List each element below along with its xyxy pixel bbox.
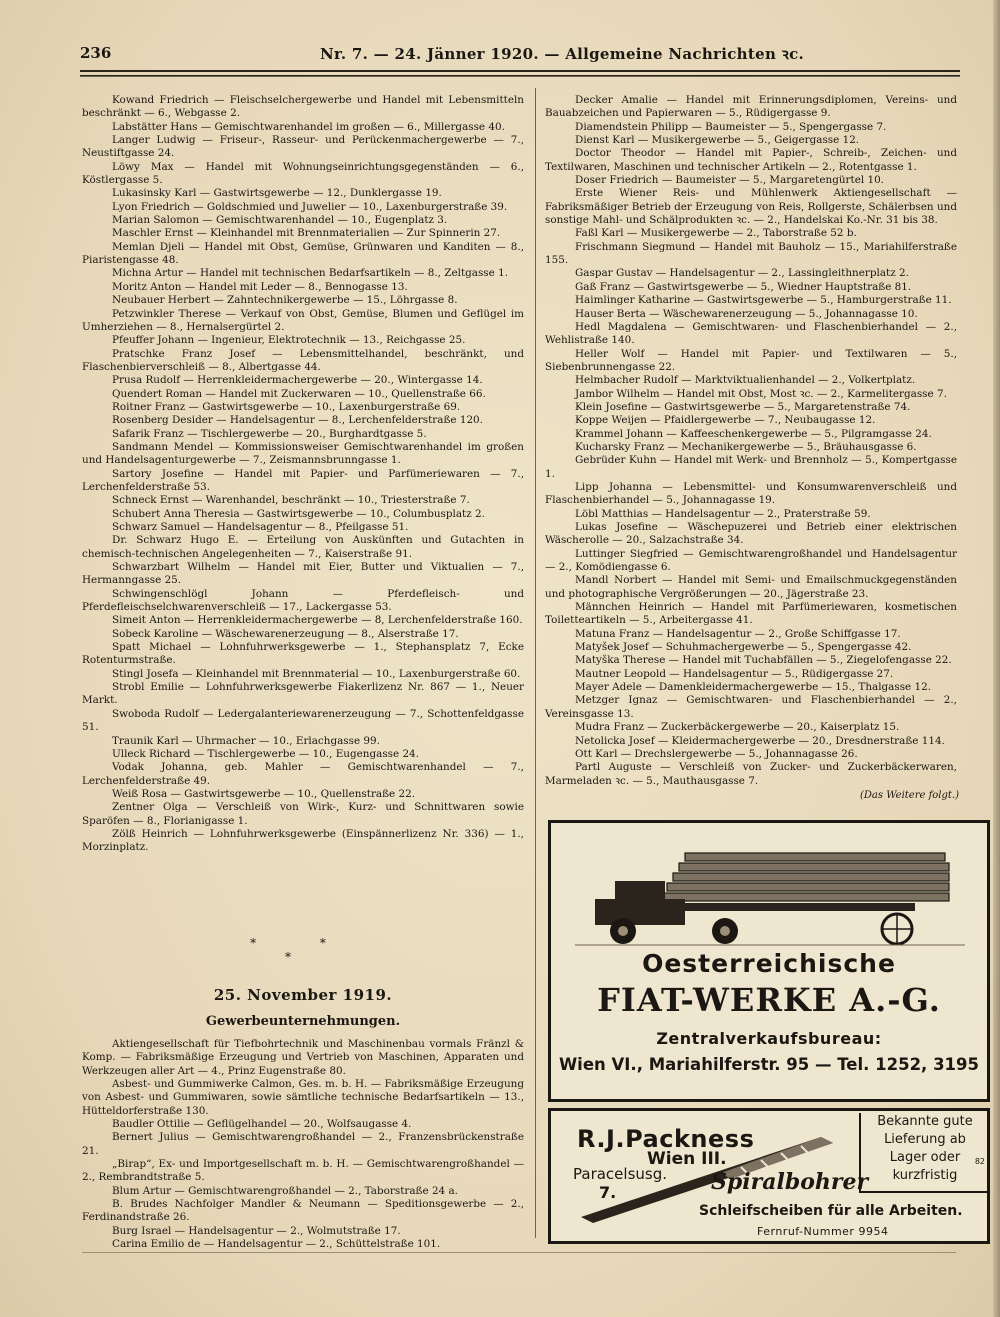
register-entry: Hedl Magdalena — Gemischtwaren- und Flaschenbierhandel — 2., Wehlistraße 140. <box>545 320 957 347</box>
register-entry: „Birap“, Ex- und Importgesellschaft m. b. H. — Gemischtwarengroßhandel — 2., Rembrandtstraße 5. <box>82 1158 524 1184</box>
column-divider <box>535 88 536 1238</box>
register-entry: Partl Auguste — Verschleiß von Zucker- und Zuckerbäckerwaren, Marmeladen ꝛc. — 5., Mauthausgasse 7. <box>545 761 957 787</box>
register-entry: Diamendstein Philipp — Baumeister — 5., Spengergasse 7. <box>575 120 887 133</box>
packness-info-box <box>859 1113 989 1193</box>
register-entry: Marian Salomon — Gemischtwarenhandel — 10., Eugenplatz 3. <box>112 214 448 227</box>
left-column <box>82 94 524 855</box>
register-entry: Strobl Emilie — Lohnfuhrwerksgewerbe Fiakerlizenz Nr. 867 — 1., Neuer Markt. <box>82 681 524 707</box>
register-entry: Baudler Ottilie — Geflügelhandel — 20., Wolfsaugasse 4. <box>112 1118 412 1131</box>
register-entry: Gaspar Gustav — Handelsagentur — 2., Lassingleithnerplatz 2. <box>575 267 909 280</box>
register-entry: Ulleck Richard — Tischlergewerbe — 10., Eugengasse 24. <box>112 747 419 760</box>
register-entry: Matyšek Josef — Schuhmachergewerbe — 5., Spengergasse 42. <box>575 641 912 654</box>
register-entry: Safarik Franz — Tischlergewerbe — 20., Burghardtgasse 5. <box>112 427 427 440</box>
packness-product: Spiralbohrer <box>711 1169 869 1195</box>
register-entry: Roitner Franz — Gastwirtsgewerbe — 10., Laxenburgerstraße 69. <box>112 400 461 413</box>
register-entry: Ott Karl — Drechslergewerbe — 5., Johannagasse 26. <box>575 747 858 760</box>
register-entry: Zentner Olga — Verschleiß von Wirk-, Kurz- und Schnittwaren sowie Sparöfen — 8., Florianigasse 1. <box>82 801 524 827</box>
section-heading: Gewerbeunternehmungen. <box>205 1014 401 1029</box>
register-entry: Haimlinger Katharine — Gastwirtsgewerbe — 5., Hamburgerstraße 11. <box>575 294 952 307</box>
register-entry: Matyška Therese — Handel mit Tuchabfällen — 5., Ziegelofengasse 22. <box>575 654 952 667</box>
bottom-rule <box>82 1252 956 1253</box>
register-entry: Blum Artur — Gemischtwarengroßhandel — 2., Taborstraße 24 a. <box>112 1184 458 1197</box>
register-entry: Mudra Franz — Zuckerbäckergewerbe — 20., Kaiserplatz 15. <box>575 721 900 734</box>
register-entry: Decker Amalie — Handel mit Erinnerungsdiplomen, Vereins- und Bauabzeichen und Papierwaren — 5., Rüdigergasse 9. <box>545 94 957 120</box>
page-title: Nr. 7. — 24. Jänner 1920. — Allgemeine Nachrichten ꝛc. <box>320 45 805 63</box>
register-entry: Sartory Josefine — Handel mit Papier- und Parfümeriewaren — 7., Lerchenfelderstraße 53. <box>82 467 524 493</box>
register-entry: Frischmann Siegmund — Handel mit Bauholz — 15., Mariahilferstraße 155. <box>545 240 957 267</box>
register-entry: Langer Ludwig — Friseur-, Rasseur- und Perückenmachergewerbe — 7., Neustiftgasse 24. <box>82 134 524 160</box>
register-entry: Löbl Matthias — Handelsagentur — 2., Praterstraße 59. <box>575 507 871 520</box>
register-entry: Vodak Johanna, geb. Mahler — Gemischtwarenhandel — 7., Lerchenfelderstraße 49. <box>82 761 524 787</box>
register-entry: Männchen Heinrich — Handel mit Parfümeriewaren, kosmetischen Toiletteartikeln — 5., Arbeitergasse 41. <box>545 601 957 627</box>
register-entry: Gaß Franz — Gastwirtsgewerbe — 5., Wiedner Hauptstraße 81. <box>575 280 912 293</box>
packness-name: R.J.Packness <box>577 1125 755 1153</box>
register-entry: Michna Artur — Handel mit technischen Bedarfsartikeln — 8., Zeltgasse 1. <box>112 267 508 280</box>
packness-tagline: Schleifscheiben für alle Arbeiten. <box>699 1203 963 1219</box>
register-entry: Metzger Ignaz — Gemischtwaren- und Flaschenbierhandel — 2., Vereinsgasse 13. <box>545 694 957 720</box>
register-entry: Lyon Friedrich — Goldschmied und Juwelier — 10., Laxenburgerstraße 39. <box>112 200 508 213</box>
register-entry: Sandmann Mendel — Kommissionsweiser Gemischtwarenhandel im großen und Handelsagenturgewerbe — 7., Zeismannsbrunngasse 1. <box>82 440 524 467</box>
register-entry: Weiß Rosa — Gastwirtsgewerbe — 10., Quellenstraße 22. <box>112 787 416 800</box>
register-entry: Bernert Julius — Gemischtwarengroßhandel — 2., Franzensbrückenstraße 21. <box>82 1131 524 1157</box>
register-entry: Pfeuffer Johann — Ingenieur, Elektrotechnik — 13., Reichgasse 25. <box>112 334 466 347</box>
register-entry: Maschler Ernst — Kleinhandel mit Brennmaterialien — Zur Spinnerin 27. <box>112 227 501 240</box>
register-entry: Faßl Karl — Musikergewerbe — 2., Taborstraße 52 b. <box>575 227 857 240</box>
register-entry: Schubert Anna Theresia — Gastwirtsgewerbe — 10., Columbusplatz 2. <box>112 507 485 520</box>
register-entry: Lipp Johanna — Lebensmittel- und Konsumwarenverschleiß und Flaschenbierhandel — 5., Johannagasse 19. <box>545 480 957 507</box>
register-entry: Labstätter Hans — Gemischtwarenhandel im großen — 6., Millergasse 40. <box>112 120 505 133</box>
register-entry: Löwy Max — Handel mit Wohnungseinrichtungsgegenständen — 6., Köstlergasse 5. <box>82 160 524 187</box>
packness-advertisement <box>548 1108 990 1244</box>
register-entry: Gebrüder Kuhn — Handel mit Werk- und Brennholz — 5., Kompertgasse 1. <box>545 454 957 480</box>
section-stars: * * * <box>250 936 356 964</box>
info-box-code: 82 <box>974 1157 985 1166</box>
fiat-brand: FIAT-WERKE A.-G. <box>597 981 941 1019</box>
register-entry: Asbest- und Gummiwerke Calmon, Ges. m. b. H. — Fabriksmäßige Erzeugung von Asbest- und Gummiwaren, sowie sämtliche technische Bedarfsartikeln — 13., Hütteldorferstraße 130. <box>82 1078 524 1117</box>
register-entry: Schneck Ernst — Warenhandel, beschränkt — 10., Triesterstraße 7. <box>112 494 470 507</box>
register-entry: Sobeck Karoline — Wäschewarenerzeugung — 8., Alserstraße 17. <box>112 627 459 640</box>
register-entry: Memlan Djeli — Handel mit Obst, Gemüse, Grünwaren und Kanditen — 8., Piaristengasse 48. <box>82 240 524 267</box>
fiat-office-label: Zentralverkaufsbureau: <box>656 1029 882 1048</box>
register-entry: Schwarzbart Wilhelm — Handel mit Eier, Butter und Viktualien — 7., Hermanngasse 25. <box>82 561 524 587</box>
info-box-line: kurzfristig <box>892 1168 958 1183</box>
register-entry: Lukasinsky Karl — Gastwirtsgewerbe — 12., Dunklergasse 19. <box>112 187 442 200</box>
info-box-line: Lieferung ab <box>884 1132 966 1147</box>
page-number: 236 <box>80 44 112 62</box>
register-entry: Burg Israel — Handelsagentur — 2., Wolmutstraße 17. <box>112 1224 401 1237</box>
register-entry: Quendert Roman — Handel mit Zuckerwaren — 10., Quellenstraße 66. <box>112 387 486 400</box>
register-entry: Dienst Karl — Musikergewerbe — 5., Geigergasse 12. <box>575 134 860 147</box>
register-entry: Doctor Theodor — Handel mit Papier-, Schreib-, Zeichen- und Textilwaren, Maschinen und technischer Artikeln — 2., Rotentgasse 1. <box>545 147 957 173</box>
register-entry: Mandl Norbert — Handel mit Semi- und Emailschmuckgegenständen und photographische Vergrößerungen — 20., Jägerstraße 23. <box>545 574 957 600</box>
fiat-advertisement <box>548 820 990 1102</box>
register-entry: Lukas Josefine — Wäschepuzerei und Betrieb einer elektrischen Wäscherolle — 20., Salzachstraße 34. <box>545 521 957 547</box>
register-entry: Carina Emilio de — Handelsagentur — 2., Schüttelstraße 101. <box>112 1238 441 1251</box>
left-column-lower <box>82 1038 524 1252</box>
register-entry: B. Brudes Nachfolger Mandler & Neumann — Speditionsgewerbe — 2., Ferdinandstraße 26. <box>82 1198 524 1224</box>
register-entry: Prusa Rudolf — Herrenkleidermachergewerbe — 20., Wintergasse 14. <box>112 374 483 387</box>
register-entry: Klein Josefine — Gastwirtsgewerbe — 5., Margaretenstraße 74. <box>575 400 911 413</box>
register-entry: Luttinger Siegfried — Gemischtwarengroßhandel und Handelsagentur — 2., Komödiengasse 6. <box>545 547 957 574</box>
register-entry: Zölß Heinrich — Lohnfuhrwerksgewerbe (Einspännerlizenz Nr. 336) — 1., Morzinplatz. <box>82 827 524 854</box>
register-entry: Petzwinkler Therese — Verkauf von Obst, Gemüse, Blumen und Geflügel im Umherziehen — 8., Hernalsergürtel 2. <box>82 307 524 333</box>
register-entry: Netolicka Josef — Kleidermachergewerbe — 20., Dresdnerstraße 114. <box>575 734 945 747</box>
register-entry: Hauser Berta — Wäschewarenerzeugung — 5., Johannagasse 10. <box>575 307 918 320</box>
register-entry: Schwarz Samuel — Handelsagentur — 8., Pfeilgasse 51. <box>112 521 409 533</box>
info-box-line: Lager oder <box>889 1150 961 1165</box>
packness-city: Wien III. <box>647 1149 727 1169</box>
register-entry: Matuna Franz — Handelsagentur — 2., Große Schiffgasse 17. <box>575 627 901 640</box>
register-entry: Simeit Anton — Herrenkleidermachergewerbe — 8, Lerchenfelderstraße 160. <box>112 614 523 627</box>
register-entry: Stingl Josefa — Kleinhandel mit Brennmaterial — 10., Laxenburgerstraße 60. <box>112 667 521 680</box>
register-entry: Traunik Karl — Uhrmacher — 10., Erlachgasse 99. <box>112 734 380 747</box>
packness-number: 7. <box>599 1183 617 1202</box>
page-edge <box>993 0 1000 1317</box>
header-rule-thin <box>80 76 960 77</box>
info-box-line: Bekannte gute <box>877 1114 973 1129</box>
register-entry: Erste Wiener Reis- und Mühlenwerk Aktiengesellschaft — Fabriksmäßiger Betrieb der Erzeugung von Reis, Rollgerste, Schälerbsen und sonstige Mahl- und Schälprodukten ꝛc. — 2., Handelskai Ko.-Nr. 31 bis 38. <box>545 187 957 227</box>
register-entry: Doser Friedrich — Baumeister — 5., Margaretengürtel 10. <box>575 174 884 187</box>
packness-phone: Fernruf-Nummer 9954 <box>757 1225 889 1238</box>
date-heading: 25. November 1919. <box>213 986 393 1004</box>
register-entry: Moritz Anton — Handel mit Leder — 8., Bennogasse 13. <box>112 280 408 293</box>
register-entry: Kucharsky Franz — Mechanikergewerbe — 5., Bräuhausgasse 6. <box>575 440 917 453</box>
register-entry: Koppe Weijen — Pfaidlergewerbe — 7., Neubaugasse 12. <box>575 414 876 427</box>
register-entry: Mautner Leopold — Handelsagentur — 5., Rüdigergasse 27. <box>575 667 894 680</box>
register-entry: Rosenberg Desider — Handelsagentur — 8., Lerchenfelderstraße 120. <box>112 414 483 427</box>
register-entry: Aktiengesellschaft für Tiefbohrtechnik und Maschinenbau vormals Fränzl & Komp. — Fabriksmäßige Erzeugung und Vertrieb von Maschinen, Apparaten und Werkzeugen aller Art — 4., Prinz Eugenstraße 80. <box>82 1038 524 1077</box>
register-entry: Krammel Johann — Kaffeeschenkergewerbe — 5., Pilgramgasse 24. <box>575 427 932 440</box>
register-entry: Neubauer Herbert — Zahntechnikergewerbe — 15., Löhrgasse 8. <box>112 294 458 307</box>
register-entry: Kowand Friedrich — Fleischselchergewerbe und Handel mit Lebensmitteln beschränkt — 6., Webgasse 2. <box>82 94 524 120</box>
right-column <box>545 94 957 788</box>
page-header <box>80 44 960 68</box>
register-entry: Pratschke Franz Josef — Lebensmittelhandel, beschränkt, und Flaschenbierverschleiß — 8., Albertgasse 44. <box>82 347 524 373</box>
register-entry: Jambor Wilhelm — Handel mit Obst, Most ꝛc. — 2., Karmelitergasse 7. <box>575 387 947 400</box>
register-entry: Helmbacher Rudolf — Marktviktualienhandel — 2., Volkertplatz. <box>575 374 916 387</box>
packness-street: Paracelsusg. <box>573 1165 667 1183</box>
truck-with-logs-icon <box>575 841 965 951</box>
register-entry: Dr. Schwarz Hugo E. — Erteilung von Auskünften und Gutachten in chemisch-technischen Angelegenheiten — 7., Kaiserstraße 91. <box>82 534 524 560</box>
register-entry: Schwingenschlögl Johann — Pferdefleisch- und Pferdefleischselchwarenverschleiß — 17., Lackergasse 53. <box>82 587 524 614</box>
continuation-note: (Das Weitere folgt.) <box>860 790 960 801</box>
register-entry: Swoboda Rudolf — Ledergalanteriewarenerzeugung — 7., Schottenfeldgasse 51. <box>82 707 524 734</box>
register-entry: Spatt Michael — Lohnfuhrwerksgewerbe — 1., Stephansplatz 7, Ecke Rotenturmstraße. <box>82 641 524 667</box>
register-entry: Mayer Adele — Damenkleidermachergewerbe — 15., Thalgasse 12. <box>575 681 932 694</box>
fiat-company-line: Oesterreichische <box>642 949 896 978</box>
fiat-address: Wien VI., Mariahilferstr. 95 — Tel. 1252, 3195 <box>558 1055 979 1074</box>
register-entry: Heller Wolf — Handel mit Papier- und Textilwaren — 5., Siebenbrunnengasse 22. <box>545 347 957 373</box>
